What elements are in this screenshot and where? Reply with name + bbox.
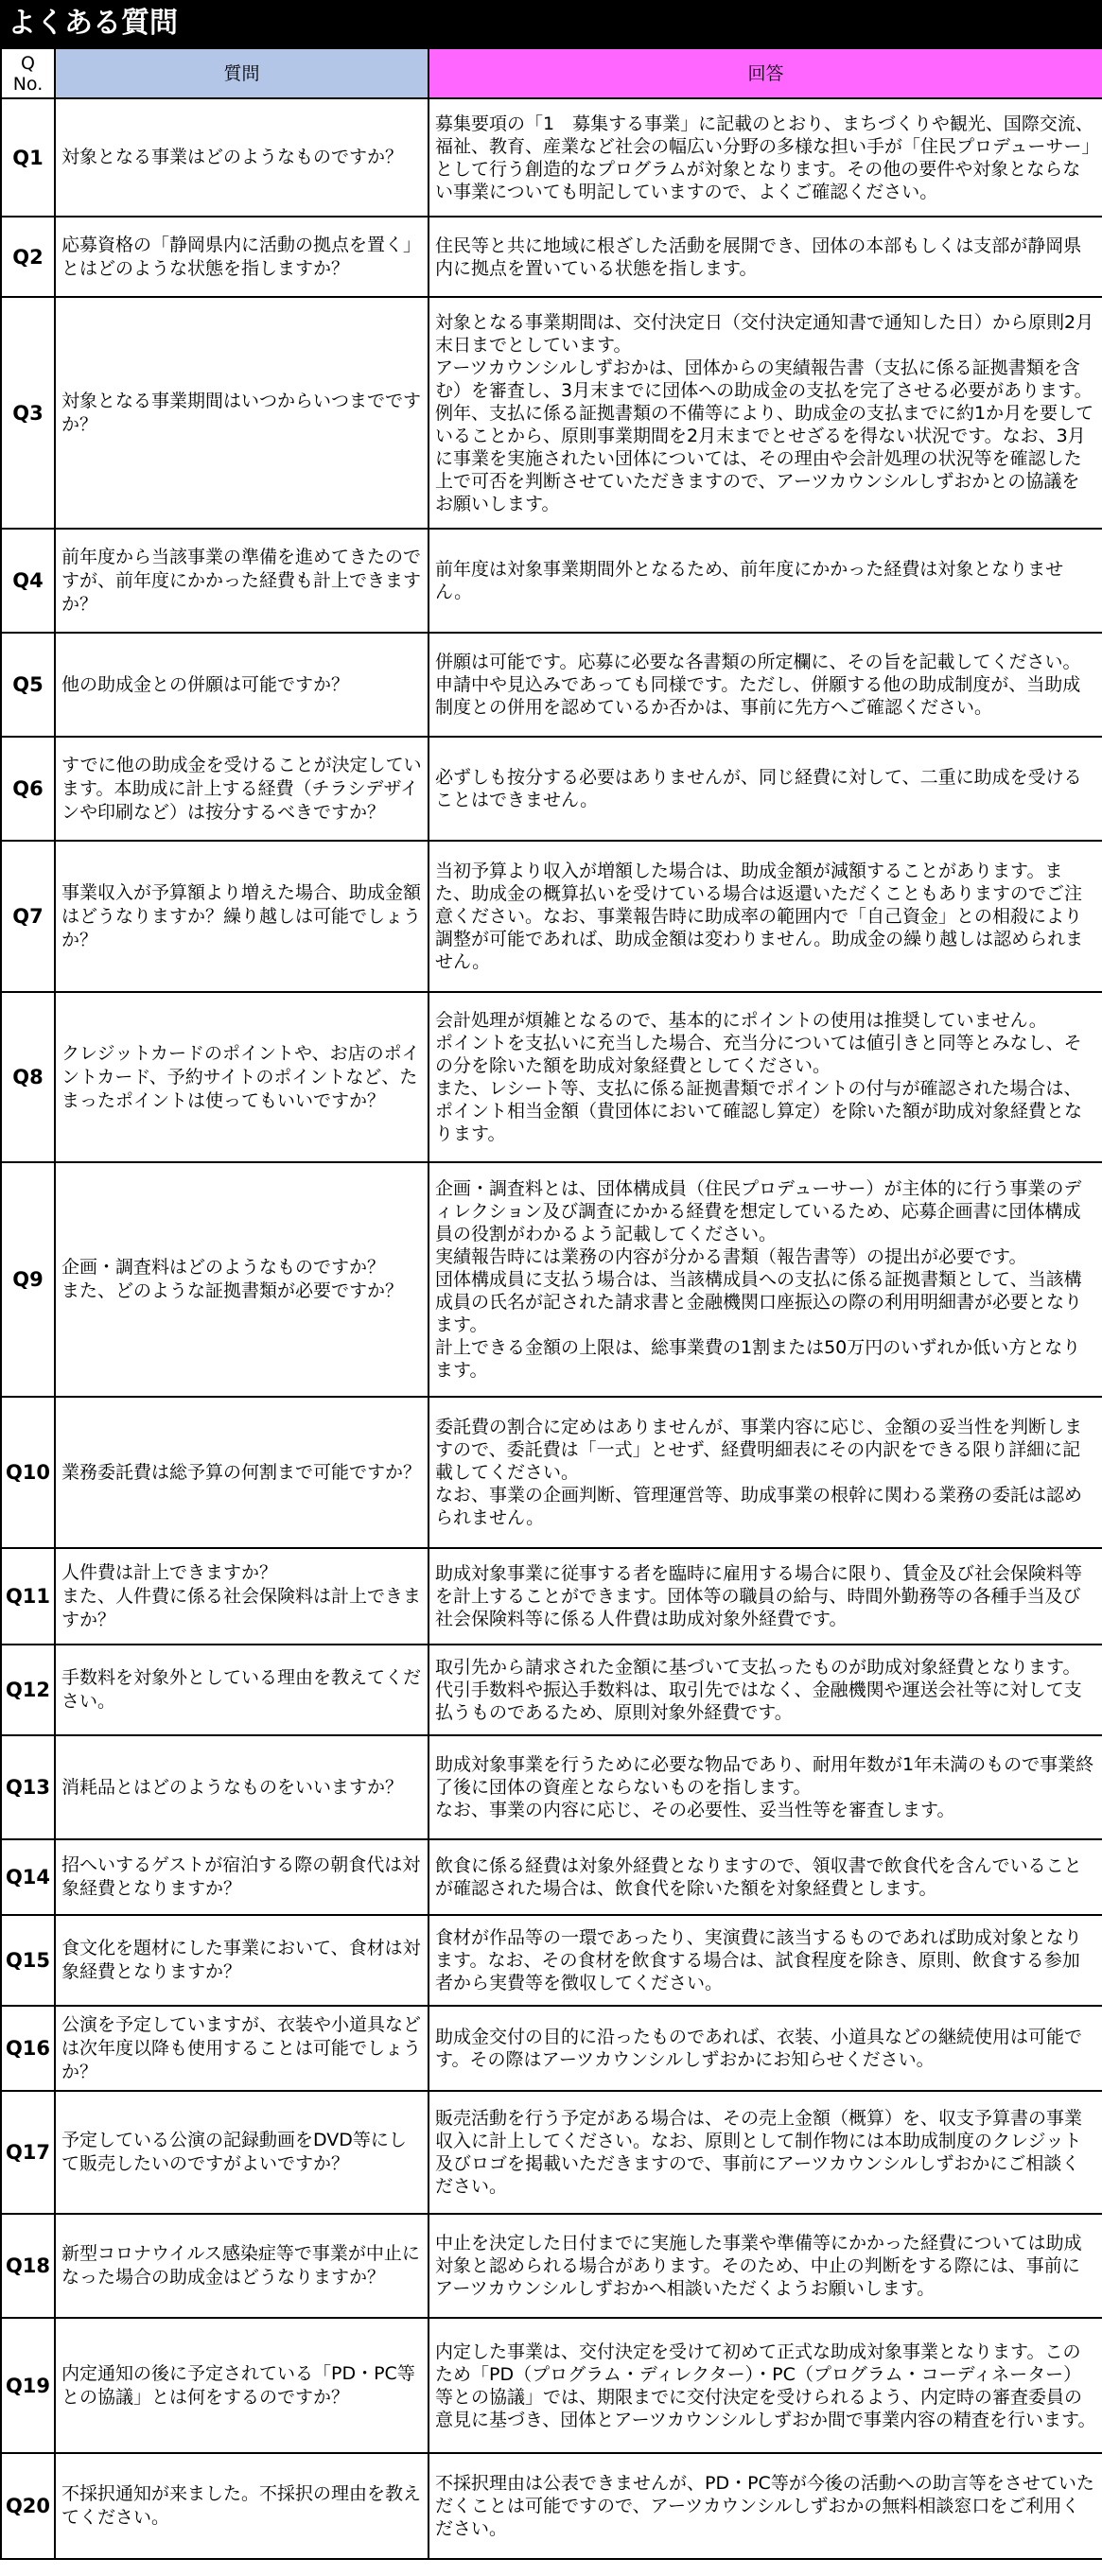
faq-row — [1, 1915, 1102, 2006]
question-number: Q6 — [1, 737, 55, 841]
question-text: 企画・調査料はどのようなものですか？ また、どのような証拠書類が必要ですか？ — [55, 1162, 429, 1397]
answer-text: 住民等と共に地域に根ざした活動を展開でき、団体の本部もしくは支部が静岡県内に拠点を置いている状態を指します。 — [429, 217, 1102, 297]
faq-row — [1, 1397, 1102, 1548]
question-number: Q13 — [1, 1735, 55, 1839]
answer-text: 食材が作品等の一環であったり、実演費に該当するものであれば助成対象となります。なお、その食材を飲食する場合は、試食程度を除き、原則、飲食する参加者から実費等を徴収してください。 — [429, 1915, 1102, 2006]
question-number: Q5 — [1, 633, 55, 737]
question-text: 前年度から当該事業の準備を進めてきたのですが、前年度にかかった経費も計上できますか？ — [55, 529, 429, 633]
question-number: Q8 — [1, 992, 55, 1162]
question-text: 手数料を対象外としている理由を教えてください。 — [55, 1645, 429, 1735]
page-title: よくある質問 — [0, 0, 1102, 47]
faq-row — [1, 2318, 1102, 2453]
faq-row — [1, 1645, 1102, 1735]
question-text: すでに他の助成金を受けることが決定しています。本助成に計上する経費（チラシデザインや印刷など）は按分するべきですか？ — [55, 737, 429, 841]
answer-text: 助成対象事業に従事する者を臨時に雇用する場合に限り、賃金及び社会保険料等を計上することができます。団体等の職員の給与、時間外勤務等の各種手当及び社会保険料等に係る人件費は助成対象外経費です。 — [429, 1548, 1102, 1645]
answer-text: 助成金交付の目的に沿ったものであれば、衣装、小道具などの継続使用は可能です。その際はアーツカウンシルしずおかにお知らせください。 — [429, 2006, 1102, 2091]
header-row — [1, 48, 1102, 98]
question-text: 対象となる事業はどのようなものですか？ — [55, 98, 429, 217]
faq-row — [1, 98, 1102, 217]
answer-text: 対象となる事業期間は、交付決定日（交付決定通知書で通知した日）から原則2月末日までとしています。 アーツカウンシルしずおかは、団体からの実績報告書（支払に係る証拠書類を含む）を審査し、3月末までに団体への助成金の支払を完了させる必要があります。例年、支払に係る証拠書類の不備等により、助成金の支払までに約1か月を要していることから、原則事業期間を2月末までとせざるを得ない状況です。なお、3月に事業を実施されたい団体については、その理由や会計処理の状況等を確認した上で可否を判断させていただきますので、アーツカウンシルしずおかとの協議をお願いします。 — [429, 297, 1102, 529]
answer-text: 助成対象事業を行うために必要な物品であり、耐用年数が1年未満のもので事業終了後に団体の資産とならないものを指します。 なお、事業の内容に応じ、その必要性、妥当性等を審査します。 — [429, 1735, 1102, 1839]
question-text: 予定している公演の記録動画をDVD等にして販売したいのですがよいですか？ — [55, 2091, 429, 2214]
question-number: Q20 — [1, 2453, 55, 2559]
faq-row — [1, 1839, 1102, 1915]
faq-row — [1, 841, 1102, 992]
question-text: 新型コロナウイルス感染症等で事業が中止になった場合の助成金はどうなりますか？ — [55, 2214, 429, 2318]
question-text: 人件費は計上できますか？ また、人件費に係る社会保険料は計上できますか？ — [55, 1548, 429, 1645]
faq-row — [1, 1548, 1102, 1645]
faq-table — [0, 47, 1102, 2560]
question-number: Q2 — [1, 217, 55, 297]
question-text: 対象となる事業期間はいつからいつまでですか？ — [55, 297, 429, 529]
answer-text: 中止を決定した日付までに実施した事業や準備等にかかった経費については助成対象と認められる場合があります。そのため、中止の判断をする際には、事前にアーツカウンシルしずおかへ相談いただくようお願いします。 — [429, 2214, 1102, 2318]
question-number: Q3 — [1, 297, 55, 529]
answer-text: 必ずしも按分する必要はありませんが、同じ経費に対して、二重に助成を受けることはできません。 — [429, 737, 1102, 841]
question-number: Q16 — [1, 2006, 55, 2091]
question-text: 公演を予定していますが、衣装や小道具などは次年度以降も使用することは可能でしょうか？ — [55, 2006, 429, 2091]
answer-text: 取引先から請求された金額に基づいて支払ったものが助成対象経費となります。代引手数料や振込手数料は、取引先ではなく、金融機関や運送会社等に対して支払うものであるため、原則対象外経費です。 — [429, 1645, 1102, 1735]
header-q-no: Q No. — [1, 48, 55, 98]
faq-row — [1, 2006, 1102, 2091]
question-number: Q18 — [1, 2214, 55, 2318]
faq-row — [1, 217, 1102, 297]
question-text: 食文化を題材にした事業において、食材は対象経費となりますか？ — [55, 1915, 429, 2006]
answer-text: 前年度は対象事業期間外となるため、前年度にかかった経費は対象となりません。 — [429, 529, 1102, 633]
faq-row — [1, 529, 1102, 633]
answer-text: 販売活動を行う予定がある場合は、その売上金額（概算）を、収支予算書の事業収入に計上してください。なお、原則として制作物には本助成制度のクレジット及びロゴを掲載いただきますので、事前にアーツカウンシルしずおかにご相談ください。 — [429, 2091, 1102, 2214]
answer-text: 募集要項の「1 募集する事業」に記載のとおり、まちづくりや観光、国際交流、福祉、教育、産業など社会の幅広い分野の多様な担い手が「住民プロデューサー」として行う創造的なプログラムが対象となります。その他の要件や対象とならない事業についても明記していますので、よくご確認ください。 — [429, 98, 1102, 217]
faq-row — [1, 2453, 1102, 2559]
answer-text: 内定した事業は、交付決定を受けて初めて正式な助成対象事業となります。このため「PD（プログラム・ディレクター）・PC（プログラム・コーディネーター）等との協議」では、期限までに交付決定を受けられるよう、内定時の審査委員の意見に基づき、団体とアーツカウンシルしずおか間で事業内容の精査を行います。 — [429, 2318, 1102, 2453]
question-number: Q15 — [1, 1915, 55, 2006]
question-number: Q14 — [1, 1839, 55, 1915]
question-number: Q10 — [1, 1397, 55, 1548]
question-number: Q12 — [1, 1645, 55, 1735]
answer-text: 委託費の割合に定めはありませんが、事業内容に応じ、金額の妥当性を判断しますので、委託費は「一式」とせず、経費明細表にその内訳をできる限り詳細に記載してください。 なお、事業の企画判断、管理運営等、助成事業の根幹に関わる業務の委託は認められません。 — [429, 1397, 1102, 1548]
question-text: 消耗品とはどのようなものをいいますか？ — [55, 1735, 429, 1839]
question-number: Q4 — [1, 529, 55, 633]
question-text: クレジットカードのポイントや、お店のポイントカード、予約サイトのポイントなど、たまったポイントは使ってもいいですか？ — [55, 992, 429, 1162]
question-number: Q9 — [1, 1162, 55, 1397]
question-text: 応募資格の「静岡県内に活動の拠点を置く」とはどのような状態を指しますか？ — [55, 217, 429, 297]
faq-row — [1, 1162, 1102, 1397]
faq-row — [1, 737, 1102, 841]
question-text: 他の助成金との併願は可能ですか？ — [55, 633, 429, 737]
question-text: 業務委託費は総予算の何割まで可能ですか？ — [55, 1397, 429, 1548]
answer-text: 不採択理由は公表できませんが、PD・PC等が今後の活動への助言等をさせていただくことは可能ですので、アーツカウンシルしずおかの無料相談窓口をご利用ください。 — [429, 2453, 1102, 2559]
faq-row — [1, 992, 1102, 1162]
answer-text: 当初予算より収入が増額した場合は、助成金額が減額することがあります。また、助成金の概算払いを受けている場合は返還いただくこともありますのでご注意ください。なお、事業報告時に助成率の範囲内で「自己資金」との相殺により調整が可能であれば、助成金額は変わりません。助成金の繰り越しは認められません。 — [429, 841, 1102, 992]
faq-row — [1, 2214, 1102, 2318]
faq-row — [1, 2091, 1102, 2214]
header-question: 質問 — [55, 48, 429, 98]
question-number: Q1 — [1, 98, 55, 217]
faq-row — [1, 633, 1102, 737]
question-text: 事業収入が予算額より増えた場合、助成金額はどうなりますか？繰り越しは可能でしょうか？ — [55, 841, 429, 992]
answer-text: 併願は可能です。応募に必要な各書類の所定欄に、その旨を記載してください。申請中や見込みであっても同様です。ただし、併願する他の助成制度が、当助成制度との併用を認めているか否かは、事前に先方へご確認ください。 — [429, 633, 1102, 737]
question-text: 不採択通知が来ました。不採択の理由を教えてください。 — [55, 2453, 429, 2559]
question-text: 招へいするゲストが宿泊する際の朝食代は対象経費となりますか？ — [55, 1839, 429, 1915]
header-answer: 回答 — [429, 48, 1102, 98]
question-text: 内定通知の後に予定されている「PD・PC等との協議」とは何をするのですか？ — [55, 2318, 429, 2453]
answer-text: 飲食に係る経費は対象外経費となりますので、領収書で飲食代を含んでいることが確認された場合は、飲食代を除いた額を対象経費とします。 — [429, 1839, 1102, 1915]
answer-text: 企画・調査料とは、団体構成員（住民プロデューサー）が主体的に行う事業のディレクション及び調査にかかる経費を想定しているため、応募企画書に団体構成員の役割がわかるよう記載してください。 実績報告時には業務の内容が分かる書類（報告書等）の提出が必要です。 団体構成員に支払う場合は、当該構成員への支払に係る証拠書類として、当該構成員の氏名が記された請求書と金融機関口座振込の際の利用明細書が必要となります。 計上できる金額の上限は、総事業費の1割または50万円のいずれか低い方となります。 — [429, 1162, 1102, 1397]
question-number: Q11 — [1, 1548, 55, 1645]
question-number: Q17 — [1, 2091, 55, 2214]
faq-row — [1, 297, 1102, 529]
faq-row — [1, 1735, 1102, 1839]
question-number: Q19 — [1, 2318, 55, 2453]
question-number: Q7 — [1, 841, 55, 992]
answer-text: 会計処理が煩雑となるので、基本的にポイントの使用は推奨していません。 ポイントを支払いに充当した場合、充当分については値引きと同等とみなし、その分を除いた額を助成対象経費としてください。 また、レシート等、支払に係る証拠書類でポイントの付与が確認された場合は、ポイント相当金額（貴団体において確認し算定）を除いた額が助成対象経費となります。 — [429, 992, 1102, 1162]
